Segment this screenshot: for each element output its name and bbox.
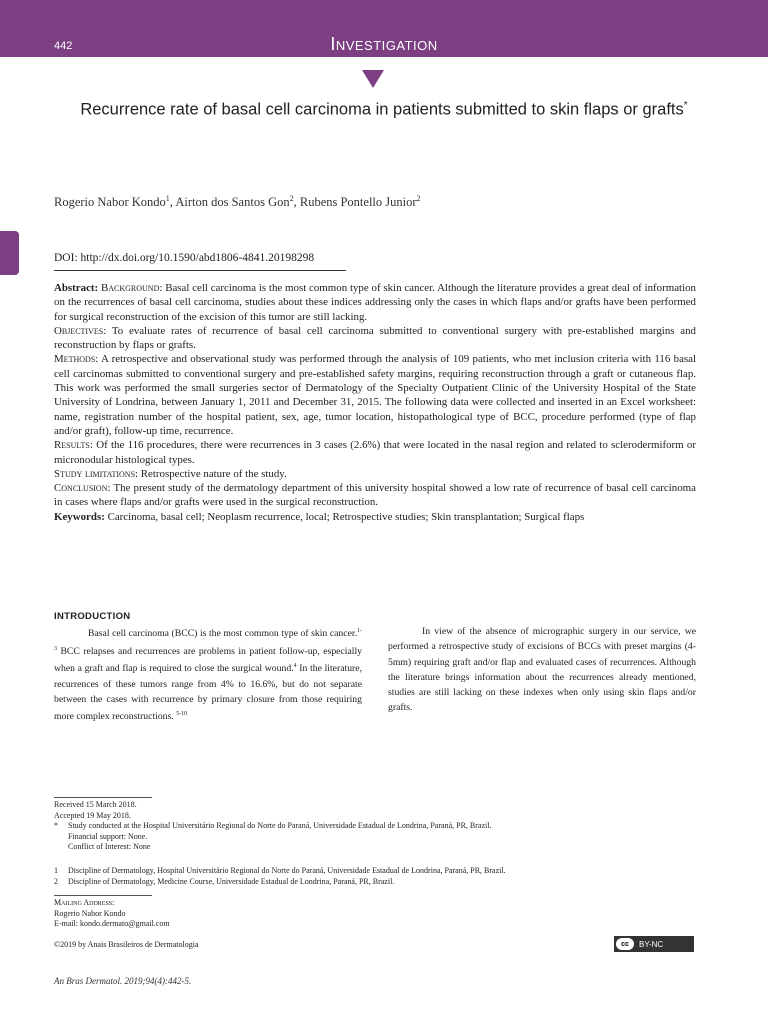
- introduction-heading: INTRODUCTION: [54, 611, 131, 622]
- mailing-divider: [54, 895, 152, 896]
- abstract-methods: Methods: A retrospective and observational study was performed through the analysis of 109 patients, who met inclusion criteria with 116 basal cell carcinomas submitted to conventional surgery and pre-established safety margins, requiring reconstruction through a graft or cutaneous flap. This work was performed the small surgeries sector of Dermatology of the Specialty Outpatient Clinic of the University Hospital of the State University of Londrina, between January 1, 2011 and December 31, 2015. The following data were collected and inserted in an Excel worksheet: name, registration number of the hospital patient, sex, age, tumor location, histopathological type of BCC, procedure performed (type of flap and/or graft), follow-up time, recurrence.: [54, 353, 696, 437]
- cc-license-badge[interactable]: [614, 936, 694, 952]
- introduction-paragraph: In view of the absence of micrographic surgery in our service, we performed a retrospective study of excisions of BCCs with preset margins (4-5mm) requiring graft and/or flap and evaluated cases of recurrences. Although the literature brings information about the recurrences already mentioned, studies are still lacking on these indexes when only using skin flaps and/or grafts.: [388, 626, 696, 714]
- affiliation-1: 1 Discipline of Dermatology, Hospital Universitário Regional do Norte do Paraná, Universidade Estadual de Londrina, Paraná, PR, Brazil.: [54, 866, 506, 875]
- footnote-divider: [54, 797, 152, 798]
- author: Rubens Pontello Junior$^2$: [299, 194, 421, 210]
- doi-underline: [54, 270, 346, 271]
- abstract-limitations: Study limitations: Retrospective nature of the study.: [54, 467, 287, 480]
- abstract-results: Results: Of the 116 procedures, there were recurrences in 3 cases (2.6%) that were located in the nasal region and related to sclerodermiform or micronodular histological types.: [54, 439, 696, 466]
- article-title: Recurrence rate of basal cell carcinoma in patients submitted to skin flaps or grafts*: [80, 100, 688, 119]
- mailing-address: [54, 898, 694, 930]
- author-list: [54, 194, 421, 210]
- copyright: ©2019 by Anais Brasileiros de Dermatologia: [54, 940, 199, 949]
- abstract-conclusion: Conclusion: The present study of the dermatology department of this university hospital showed a low rate of recurrence of basal cell carcinoma in cases where flaps and/or grafts were used in the surgical reconstruction.: [54, 482, 696, 509]
- introduction-left-column: [54, 624, 362, 725]
- footnotes-dates: [54, 800, 694, 853]
- abstract: [54, 281, 696, 524]
- affiliation-2: 2 Discipline of Dermatology, Medicine Course, Universidade Estadual de Londrina, Paraná, PR, Brazil.: [54, 876, 395, 886]
- study-note: * Study conducted at the Hospital Universitário Regional do Norte do Paraná, Universidade Estadual de Londrina, Paraná, PR, Brazil.: [54, 821, 492, 830]
- title-footnote-mark: *: [683, 100, 688, 111]
- financial-support: Financial support: None.: [68, 831, 148, 841]
- abstract-keywords: Keywords: Carcinoma, basal cell; Neoplasm recurrence, local; Retrospective studies; Skin transplantation; Surgical flaps: [54, 510, 585, 523]
- mailing-title: Mailing Address:: [54, 898, 115, 907]
- author: Rogerio Nabor Kondo$^1$,: [54, 194, 176, 210]
- abstract-objectives: Objectives: To evaluate rates of recurrence of basal cell carcinoma submitted to conventional surgery with pre-established margins and reconstruction by flaps or grafts.: [54, 324, 697, 352]
- accepted-date: Accepted 19 May 2018.: [54, 810, 131, 820]
- license-label: BY-NC: [639, 939, 664, 949]
- down-triangle-icon: [362, 70, 384, 88]
- conflict-of-interest: Conflict of Interest: None: [68, 842, 151, 851]
- mailing-name: Rogerio Nabor Kondo: [54, 908, 126, 918]
- journal-reference: An Bras Dermatol. 2019;94(4):442-5.: [54, 976, 192, 986]
- section-title: Investigation: [330, 34, 438, 54]
- mailing-email[interactable]: E-mail: kondo.dermato@gmail.com: [54, 919, 170, 928]
- introduction-right-column: [388, 624, 696, 716]
- author: Airton dos Santos Gon$^2$,: [175, 194, 300, 210]
- received-date: Received 15 March 2018.: [54, 800, 137, 809]
- introduction-paragraph: Basal cell carcinoma (BCC) is the most common type of skin cancer.$^{1-3}$ BCC relapses and recurrences are problems in patient follow-up, especially when a graft and flap is required to close the surgical wound.$^4$ In the literature, recurrences of these tumors range from 4% to 16.6%, but do not separate between the cases with recurrence by primary closure from those requiring more complex reconstructions. $^{5-10}$: [54, 628, 362, 723]
- abstract-background: Abstract: Background: Basal cell carcinoma is the most common type of skin cancer. Although the literature provides a great deal of information on the recurrences of basal cell carcinoma, studies about these indices addressing only the cases in which flaps and/or grafts have been performed for surgical reconstruction of the excision of this tumor are still lacking.: [54, 282, 696, 323]
- side-tab: [0, 231, 19, 275]
- cc-icon: cc: [616, 938, 634, 950]
- page-number: 442: [54, 40, 73, 52]
- doi-link[interactable]: DOI: http://dx.doi.org/10.1590/abd1806-4841.20198298: [54, 252, 315, 264]
- affiliations: [54, 866, 694, 887]
